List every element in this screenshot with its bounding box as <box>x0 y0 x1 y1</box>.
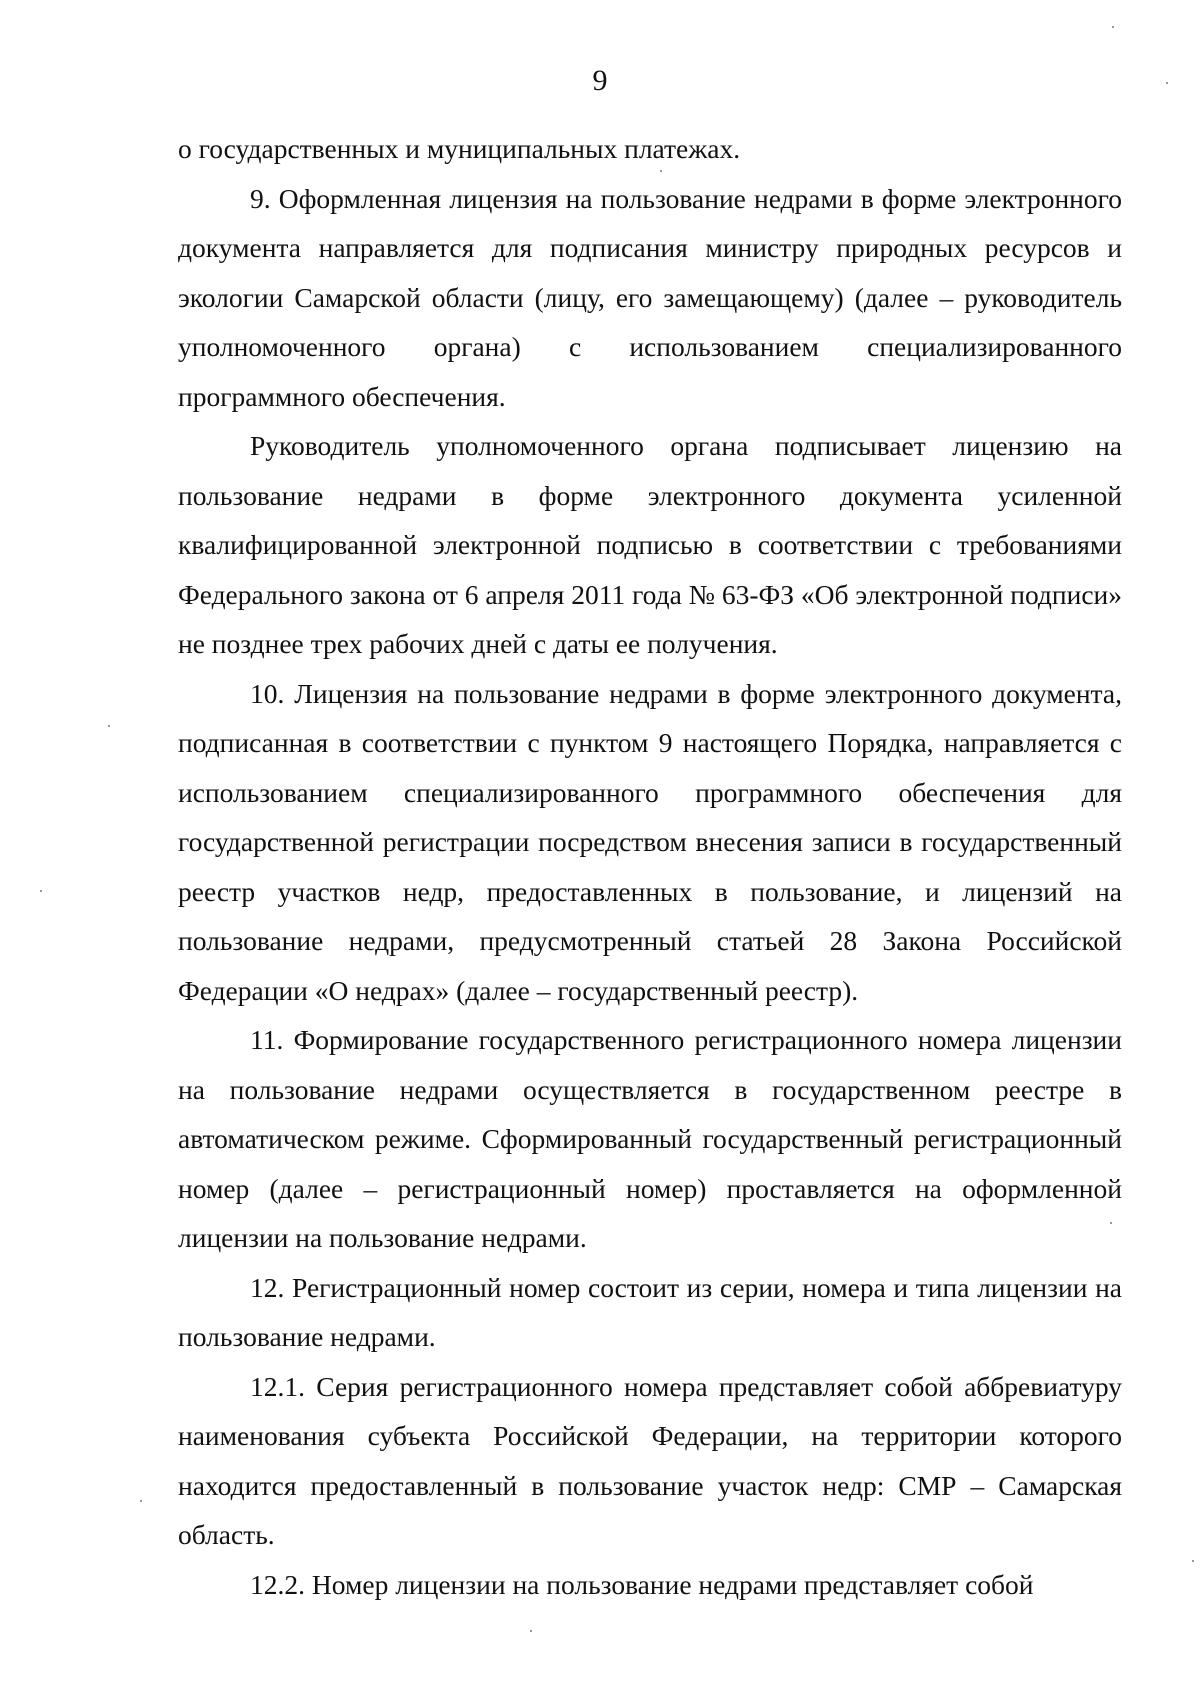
paragraph: 12.1. Серия регистрационного номера представляет собой аббревиатуру наименования субъекта Российской Федерации, на территории которого находится предоставленный в пользование участок недр: СМР – Самарская область. <box>178 1370 1122 1550</box>
paragraph: 12.2. Номер лицензии на пользование недрами представляет собой <box>250 1568 1034 1600</box>
scan-speck <box>108 725 110 727</box>
paragraph: 12. Регистрационный номер состоит из серии, номера и типа лицензии на пользование недрами. <box>178 1271 1122 1352</box>
scan-speck <box>1166 82 1168 84</box>
scan-speck <box>1112 26 1114 28</box>
scan-speck <box>530 1630 532 1632</box>
paragraph: 11. Формирование государственного регистрационного номера лицензии на пользование недрами осуществляется в государственном реестре в автоматическом режиме. Сформированный государственный регистрационный номер (далее – регистрационный номер) проставляется на оформленной лицензии на пользование недрами. <box>178 1024 1122 1253</box>
paragraph: 9. Оформленная лицензия на пользование недрами в форме электронного документа направляется для подписания министру природных ресурсов и экологии Самарской области (лицу, его замещающему) (далее – руководитель уполномоченного органа) с использованием специализированного программного обеспечения. <box>178 182 1122 412</box>
document-body <box>178 124 1122 1609</box>
paragraph: о государственных и муниципальных платежах. <box>178 133 741 164</box>
paragraph: 10. Лицензия на пользование недрами в форме электронного документа, подписанная в соответствии с пунктом 9 настоящего Порядка, направляется с использованием специализированного программного обеспечения для государственной регистрации посредством внесения записи в государственный реестр участков недр, предоставленных в пользование, и лицензий на пользование недрами, предусмотренный статьей 28 Закона Российской Федерации «О недрах» (далее – государственный реестр). <box>178 677 1122 1006</box>
scan-speck <box>40 890 42 892</box>
scan-speck <box>1192 1560 1194 1562</box>
paragraph: Руководитель уполномоченного органа подписывает лицензию на пользование недрами в форме электронного документа усиленной квалифицированной электронной подписью в соответствии с требованиями Федерального закона от 6 апреля 2011 года № 63-ФЗ «Об электронной подписи» не позднее трех рабочих дней с даты ее получения. <box>178 430 1122 659</box>
scan-speck <box>1110 1222 1112 1224</box>
scan-speck <box>140 1500 142 1502</box>
page-number: 9 <box>592 64 608 97</box>
scan-speck <box>660 170 662 172</box>
